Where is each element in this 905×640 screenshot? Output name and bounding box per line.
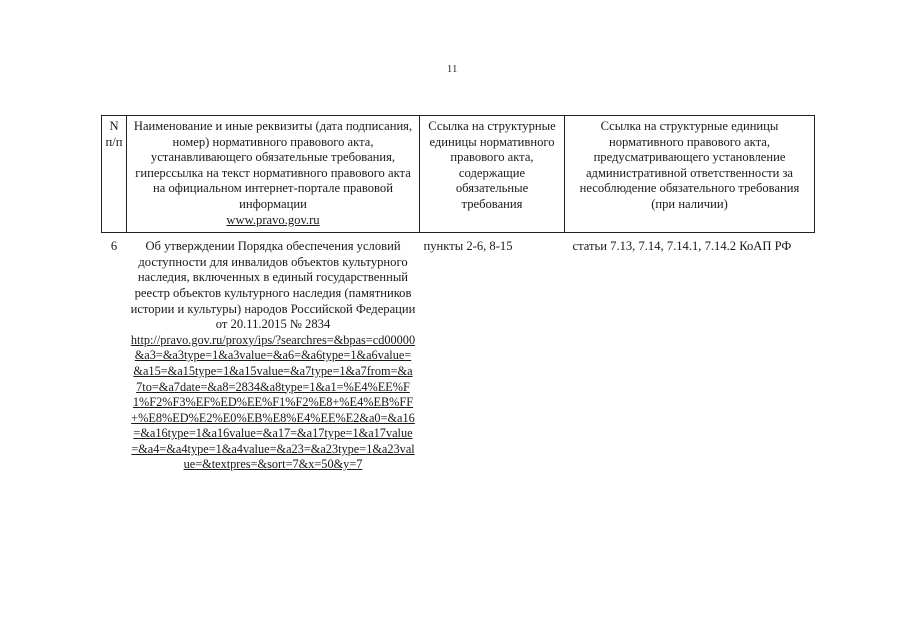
page-number: 11 <box>447 64 458 75</box>
row-date: от 20.11.2015 № 2834 <box>215 317 331 332</box>
header-structural: Ссылка на структурные единицы нормативного правового акта, содержащие обязательные требования <box>420 116 565 233</box>
table-header-row <box>102 116 815 233</box>
requirements-table <box>101 115 815 473</box>
row-items: пункты 2-6, 8-15 <box>423 239 513 254</box>
table-row <box>102 233 815 473</box>
header-num: N п/п <box>102 116 127 233</box>
row-num: 6 <box>110 239 118 254</box>
row-link[interactable]: http://pravo.gov.ru/proxy/ips/?searchres=&bpas=cd00000&a3=&a3type=1&a3value=&a6=&a6type=1&a6value=&a15=&a15type=1&a15value=&a7type=1&a7from=&a7to=&a7date=&a8=2834&a8type=1&a1=%E4%EE%F1%F2%F3%EF%ED%EE%F1%F2%E8+%E4%EB%FF+%E8%ED%E2%E0%EB%E8%E4%EE%E2&a0=&a16=&a16type=1&a16value=&a17=&a17type=1&a17value=&a4=&a4type=1&a4value=&a23=&a23type=1&a23value=&textpres=&sort=7&x=50&y=7 <box>130 332 416 472</box>
row-articles: статьи 7.13, 7.14, 7.14.1, 7.14.2 КоАП РФ <box>572 239 792 254</box>
header-admin: Ссылка на структурные единицы нормативного правового акта, предусматривающего установление административной ответственности за несоблюдение обязательного требования (при наличии) <box>565 116 815 233</box>
header-name-text: Наименование и иные реквизиты (дата подписания, номер) нормативного правового акта, устанавливающего обязательные требования, гиперссылка на текст нормативного правового акта на официальном интернет-портале правовой информации <box>133 119 413 211</box>
header-name <box>127 116 420 233</box>
row-title: Об утверждении Порядка обеспечения условий доступности для инвалидов объектов культурного наследия, включенных в единый государственный реестр объектов культурного наследия (памятников истории и культуры) народов Российской Федерации <box>130 239 416 316</box>
row-name-cell <box>127 233 420 473</box>
header-name-link[interactable]: www.pravo.gov.ru <box>226 212 320 227</box>
